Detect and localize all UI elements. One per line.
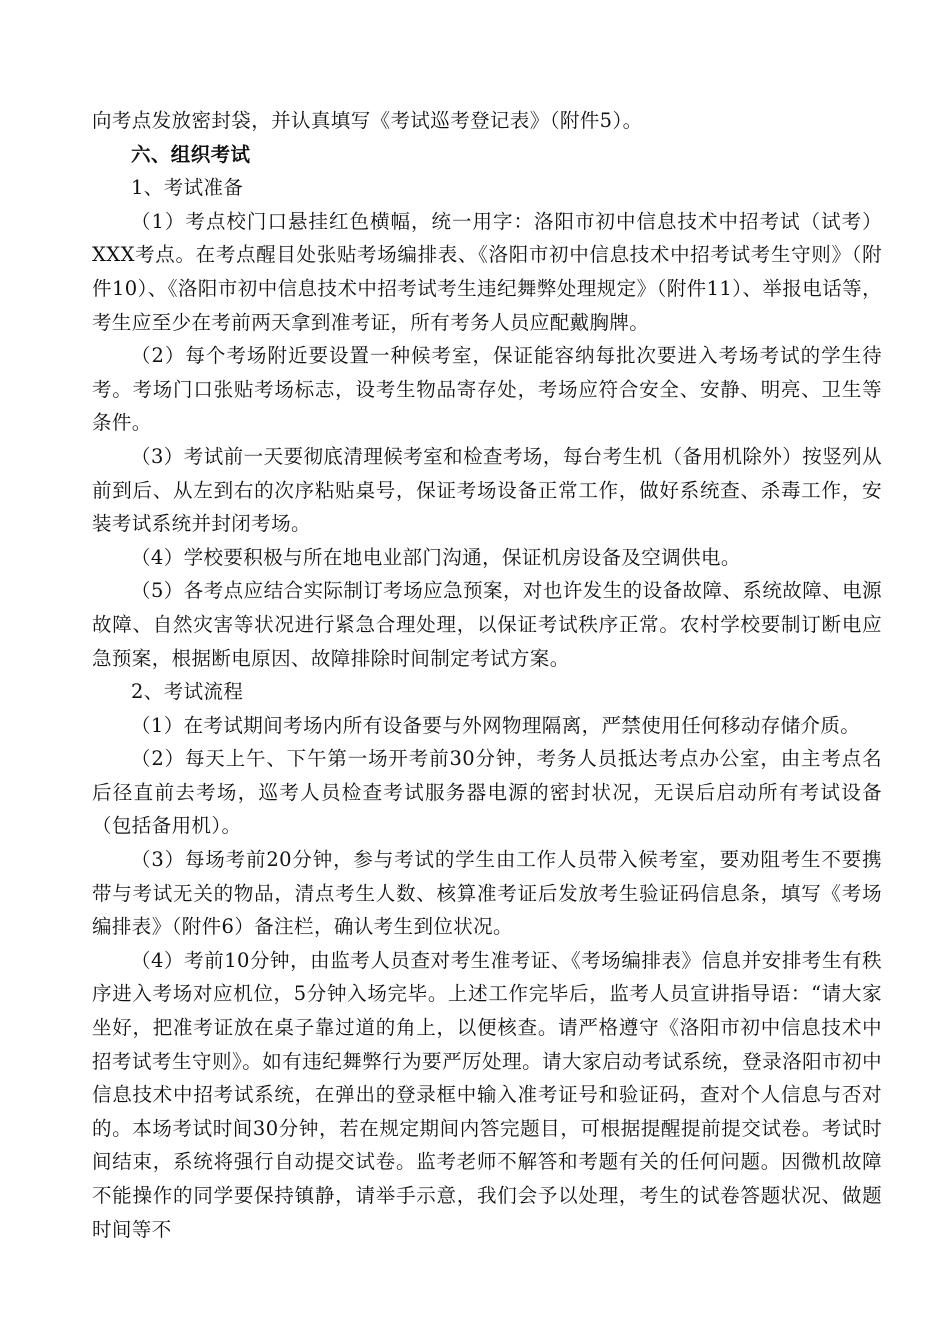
paragraph: （1）在考试期间考场内所有设备要与外网物理隔离，严禁使用任何移动存储介质。 — [131, 713, 861, 737]
paragraph: （4）考前10分钟，由监考人员查对考生准考证、《考场编排表》信息并安排考生有秩序进入考场对应机位，5分钟入场完毕。上述工作完毕后，监考人员宣讲指导语：“请大家坐好，把准考证放在桌子靠过道的角上，以便核查。请严格遵守《洛阳市初中信息技术中招考试考生守则》。如有违纪舞弊行为要严厉处理。请大家启动考试系统，登录洛阳市初中信息技术中招考试系统，在弹出的登录框中输入准考证号和验证码，查对个人信息与否对的。本场考试时间30分钟，若在规定期间内答完题目，可根据提醒提前提交试卷。考试时间结束，系统将强行自动提交试卷。监考老师不解答和考题有关的任何问题。因微机故障不能操作的同学要保持镇静，请举手示意，我们会予以处理，考生的试卷答题状况、做题时间等不 — [92, 948, 882, 1241]
document-page — [92, 104, 882, 1246]
paragraph: （2）每天上午、下午第一场开考前30分钟，考务人员抵达考点办公室，由主考点名后径直前去考场，巡考人员检查考试服务器电源的密封状况，无误后启动所有考试设备（包括备用机）。 — [92, 747, 882, 838]
paragraph: （4）学校要积极与所在地电业部门沟通，保证机房设备及空调供电。 — [131, 545, 741, 569]
subsection-heading: 1、考试准备 — [131, 176, 244, 200]
section-heading: 六、组织考试 — [131, 142, 251, 166]
subsection-heading: 2、考试流程 — [131, 680, 244, 704]
paragraph: （2）每个考场附近要设置一种候考室，保证能容纳每批次要进入考场考试的学生待考。考场门口张贴考场标志，设考生物品寄存处，考场应符合安全、安静、明亮、卫生等条件。 — [92, 344, 882, 435]
paragraph: （5）各考点应结合实际制订考场应急预案，对也许发生的设备故障、系统故障、电源故障、自然灾害等状况进行紧急合理处理，以保证考试秩序正常。农村学校要制订断电应急预案，根据断电原因、故障排除时间制定考试方案。 — [92, 579, 882, 670]
paragraph-continuation: 向考点发放密封袋，并认真填写《考试巡考登记表》（附件5）。 — [92, 109, 643, 132]
paragraph: （3）考试前一天要彻底清理候考室和检查考场，每台考生机（备用机除外）按竖列从前到后、从左到右的次序粘贴桌号，保证考场设备正常工作，做好系统查、杀毒工作，安装考试系统并封闭考场。 — [92, 444, 882, 536]
paragraph: （3）每场考前20分钟，参与考试的学生由工作人员带入候考室，要劝阻考生不要携带与考试无关的物品，清点考生人数、核算准考证后发放考生验证码信息条，填写《考场编排表》（附件6）备注栏，确认考生到位状况。 — [92, 848, 882, 939]
paragraph: （1）考点校门口悬挂红色横幅，统一用字：洛阳市初中信息技术中招考试（试考）XXX考点。在考点醒目处张贴考场编排表、《洛阳市初中信息技术中招考试考生守则》（附件10）、《洛阳市初中信息技术中招考试考生违纪舞弊处理规定》（附件11）、举报电话等，考生应至少在考前两天拿到准考证，所有考务人员应配戴胸牌。 — [92, 209, 882, 334]
